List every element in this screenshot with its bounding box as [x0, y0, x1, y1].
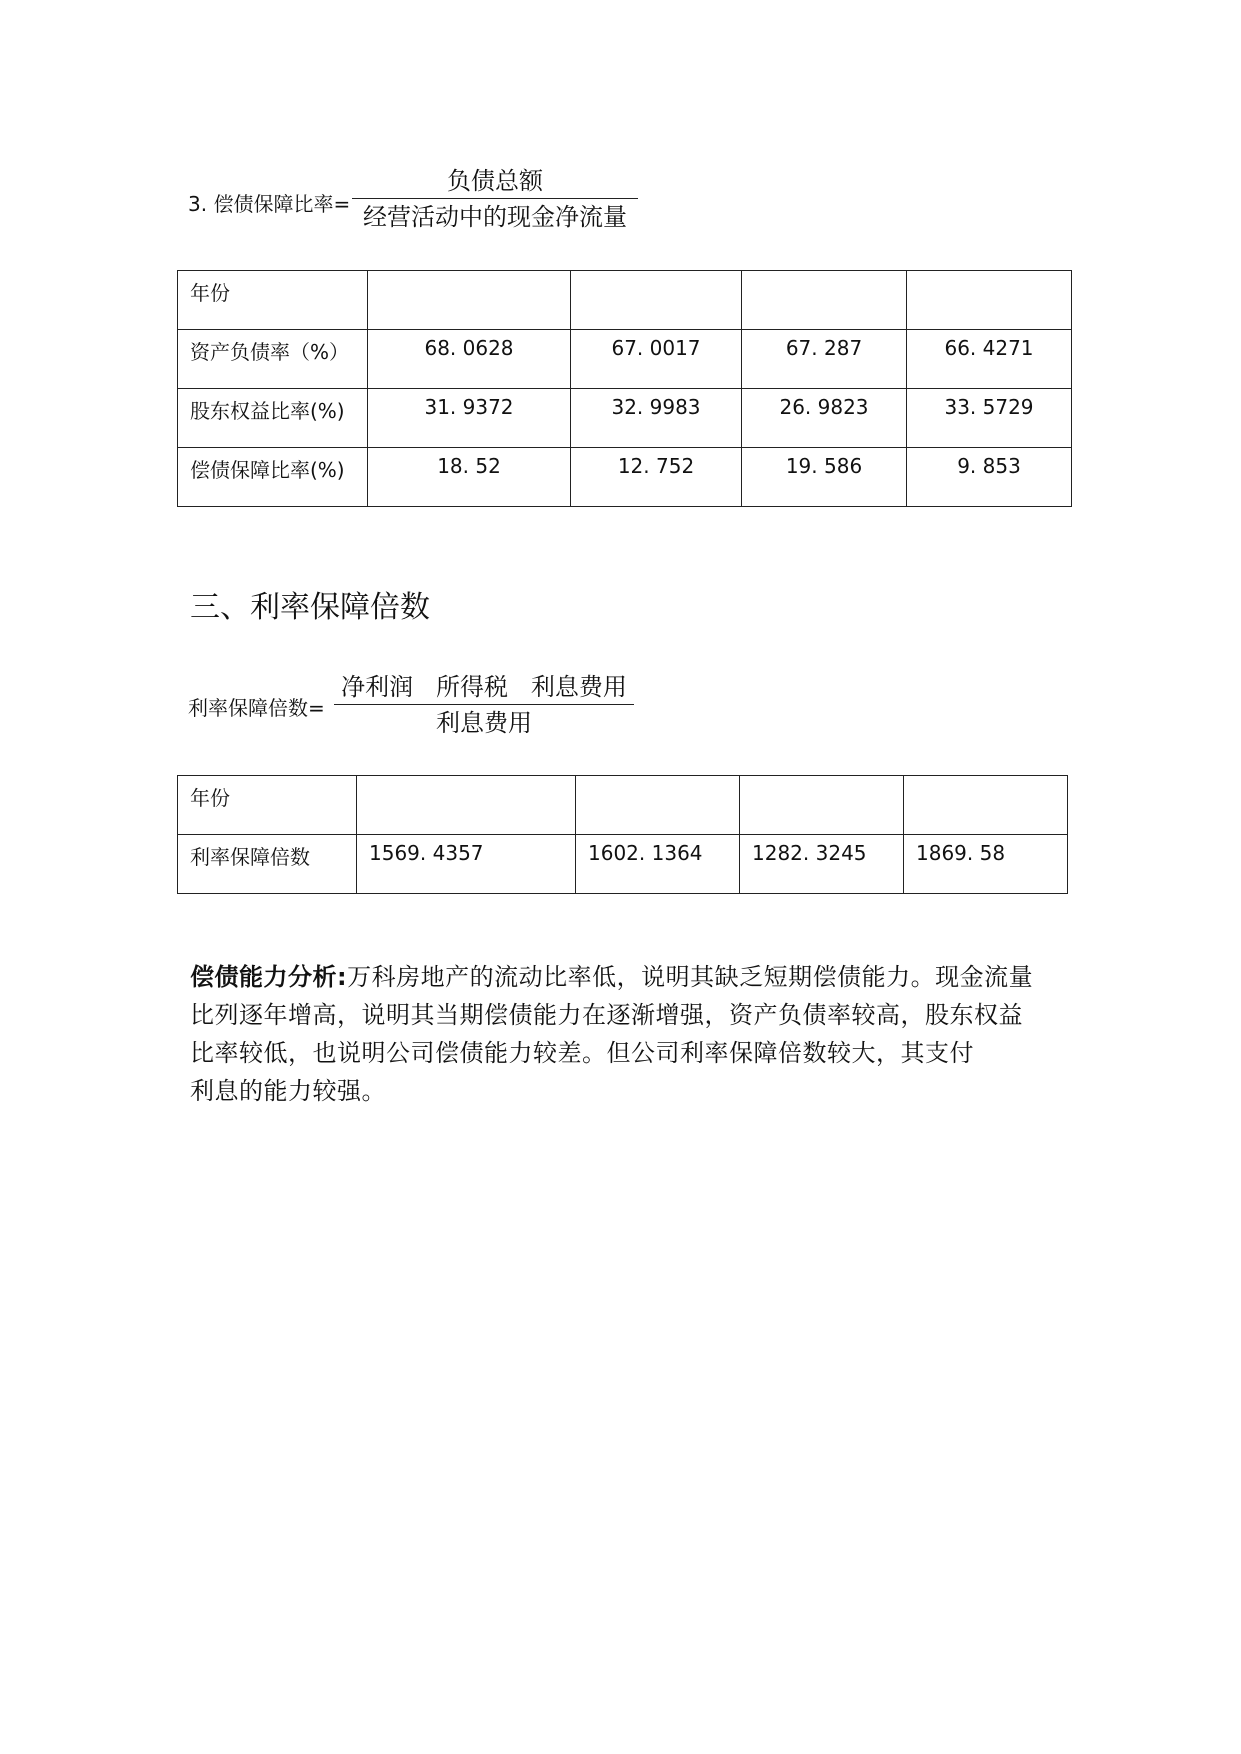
table-cell: 9. 853: [907, 448, 1072, 507]
formula-2-label: 利率保障倍数=: [188, 696, 325, 720]
formula-1-denominator: 经营活动中的现金净流量: [363, 203, 627, 231]
table-row: [178, 776, 1068, 835]
table-cell: 68. 0628: [368, 330, 571, 389]
table-cell: 32. 9983: [571, 389, 742, 448]
table-cell: 1602. 1364: [576, 835, 740, 894]
table-cell: 67. 0017: [571, 330, 742, 389]
solvency-ratio-table: [177, 270, 1072, 507]
table-cell: 1282. 3245: [740, 835, 904, 894]
row-label: 利率保障倍数: [178, 835, 357, 894]
table-cell: 1869. 58: [904, 835, 1068, 894]
table-cell: 26. 9823: [742, 389, 907, 448]
table-row: [178, 271, 1072, 330]
formula-1-numerator: 负债总额: [447, 167, 543, 195]
analysis-title: 偿债能力分析: [190, 963, 337, 991]
table-row: [178, 448, 1072, 507]
row-label: 股东权益比率(%): [178, 389, 368, 448]
analysis-text: 万科房地产的流动比率低，说明其缺乏短期偿债能力。现金流量: [347, 963, 1034, 991]
table-cell: [357, 776, 576, 835]
table-row: [178, 835, 1068, 894]
formula-1-label: 3. 偿债保障比率=: [188, 192, 351, 216]
formula-2-fraction: [334, 670, 634, 741]
table-cell: [907, 271, 1072, 330]
table-cell: [904, 776, 1068, 835]
row-label: 偿债保障比率(%): [178, 448, 368, 507]
interest-coverage-table: [177, 775, 1068, 894]
row-label: 资产负债率（%）: [178, 330, 368, 389]
analysis-line-4: 利息的能力较强。: [190, 1077, 386, 1105]
analysis-colon: :: [337, 963, 348, 991]
table-cell: 31. 9372: [368, 389, 571, 448]
table-cell: 12. 752: [571, 448, 742, 507]
table-cell: [368, 271, 571, 330]
table-cell: 67. 287: [742, 330, 907, 389]
analysis-line-2: 比列逐年增高，说明其当期偿债能力在逐渐增强，资产负债率较高，股东权益: [190, 1001, 1023, 1029]
table-cell: [576, 776, 740, 835]
formula-1-fraction: [352, 164, 638, 235]
table-row: [178, 389, 1072, 448]
formula-2-numerator: 净利润 所得税 利息费用: [341, 673, 627, 701]
table-cell: 19. 586: [742, 448, 907, 507]
analysis-paragraph: [190, 958, 1070, 1110]
table-cell: 18. 52: [368, 448, 571, 507]
row-label: 年份: [178, 271, 368, 330]
table-cell: 33. 5729: [907, 389, 1072, 448]
table-cell: [571, 271, 742, 330]
table-row: [178, 330, 1072, 389]
analysis-line-3: 比率较低，也说明公司偿债能力较差。但公司利率保障倍数较大，其支付: [190, 1039, 974, 1067]
analysis-line-1: [190, 958, 1070, 996]
formula-2-denominator: 利息费用: [436, 709, 532, 737]
table-cell: [740, 776, 904, 835]
table-cell: 66. 4271: [907, 330, 1072, 389]
row-label: 年份: [178, 776, 357, 835]
section-heading: 三、利率保障倍数: [190, 590, 430, 625]
table-cell: 1569. 4357: [357, 835, 576, 894]
table-cell: [742, 271, 907, 330]
